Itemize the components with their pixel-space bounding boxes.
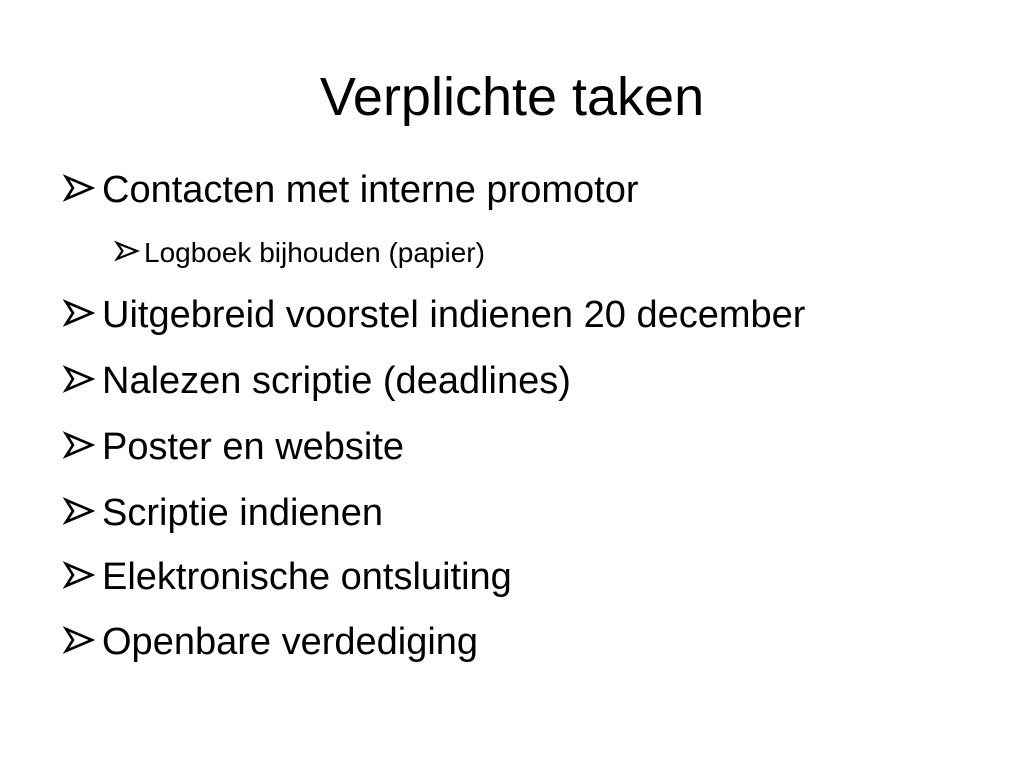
bullet-text: Elektronische ontsluiting xyxy=(102,556,512,598)
arrowhead-bullet-icon xyxy=(62,626,102,654)
bullet-item-scriptie xyxy=(62,490,383,536)
bullet-item-verdediging xyxy=(62,619,478,665)
slide-title: Verplichte taken xyxy=(319,67,705,127)
bullet-item-voorstel xyxy=(62,292,805,338)
bullet-text: Logboek bijhouden (papier) xyxy=(144,237,485,268)
bullet-item-ontsluiting xyxy=(62,554,512,600)
bullet-text: Poster en website xyxy=(102,426,405,468)
arrowhead-bullet-icon xyxy=(62,561,102,589)
bullet-text: Contacten met interne promotor xyxy=(102,169,639,211)
bullet-item-contacten xyxy=(62,167,639,213)
bullet-item-poster xyxy=(62,424,404,470)
bullet-text: Openbare verdediging xyxy=(102,621,479,663)
arrowhead-bullet-icon xyxy=(62,497,102,525)
arrowhead-bullet-icon xyxy=(62,431,102,459)
bullet-item-nalezen xyxy=(62,358,571,404)
arrowhead-bullet-icon xyxy=(62,365,102,393)
sub-bullet-item-logboek xyxy=(114,236,485,270)
bullet-text: Uitgebreid voorstel indienen 20 december xyxy=(102,294,806,336)
bullet-text: Nalezen scriptie (deadlines) xyxy=(102,360,571,402)
bullet-text: Scriptie indienen xyxy=(102,492,383,534)
arrowhead-bullet-icon xyxy=(114,240,144,262)
arrowhead-bullet-icon xyxy=(62,174,102,202)
arrowhead-bullet-icon xyxy=(62,299,102,327)
